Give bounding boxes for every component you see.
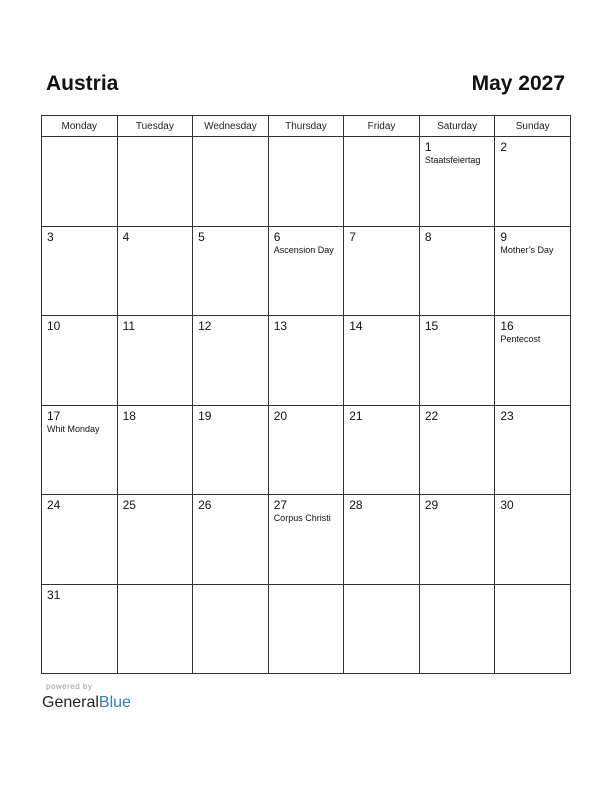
calendar-day-cell xyxy=(268,316,344,406)
day-number xyxy=(193,137,268,140)
calendar-day-cell xyxy=(193,405,269,495)
calendar-day-cell xyxy=(344,316,420,406)
calendar-body xyxy=(42,137,571,674)
day-number: 6 xyxy=(273,229,281,244)
day-number: 5 xyxy=(198,229,205,244)
holiday-label: Mother’s Day xyxy=(500,244,554,255)
calendar-day-cell xyxy=(193,137,269,227)
calendar-week-row xyxy=(42,137,571,227)
calendar-day-cell xyxy=(495,226,571,316)
calendar-day-cell xyxy=(193,226,269,316)
holiday-label: Staatsfeiertag xyxy=(424,155,481,165)
day-number: 23 xyxy=(500,408,514,423)
day-number: 19 xyxy=(198,408,212,423)
day-number: 2 xyxy=(500,140,508,154)
calendar-week-row xyxy=(42,495,571,585)
weekday-header-wednesday: Wednesday xyxy=(193,116,269,137)
calendar-day-cell xyxy=(419,405,495,495)
day-number: 7 xyxy=(349,229,356,244)
weekday-header-sunday: Sunday xyxy=(495,116,571,137)
calendar-day-cell xyxy=(344,405,420,495)
calendar-day-cell xyxy=(344,495,420,585)
calendar-day-cell xyxy=(117,137,193,227)
day-number: 30 xyxy=(500,498,514,512)
calendar-day-cell xyxy=(42,584,118,674)
weekday-header-row xyxy=(42,116,571,137)
holiday-label: Corpus Christi xyxy=(273,513,331,523)
brand-blue-text: Blue xyxy=(98,694,131,711)
calendar-day-cell xyxy=(419,584,495,674)
calendar-day-cell xyxy=(495,584,571,674)
day-number xyxy=(344,585,419,588)
calendar-day-cell xyxy=(268,137,344,227)
day-number: 28 xyxy=(349,498,363,512)
calendar-day-cell xyxy=(268,584,344,674)
day-number: 26 xyxy=(198,498,212,512)
day-number: 4 xyxy=(122,229,130,244)
calendar-day-cell xyxy=(268,405,344,495)
day-number: 18 xyxy=(122,408,136,423)
day-number: 16 xyxy=(500,319,514,333)
brand-general-text: General xyxy=(42,694,99,711)
calendar-week-row xyxy=(42,584,571,674)
day-number: 3 xyxy=(47,229,54,244)
calendar-grid xyxy=(41,115,571,674)
day-number: 17 xyxy=(47,408,61,423)
day-number: 8 xyxy=(424,229,432,244)
day-number: 27 xyxy=(273,498,288,512)
calendar-week-row xyxy=(42,316,571,406)
day-number: 31 xyxy=(47,587,61,602)
day-number xyxy=(193,585,268,588)
day-number: 29 xyxy=(424,498,439,512)
calendar-week-row xyxy=(42,226,571,316)
day-number: 15 xyxy=(424,319,439,333)
day-number: 21 xyxy=(349,408,363,423)
day-number: 10 xyxy=(47,319,61,333)
calendar-week-row xyxy=(42,405,571,495)
weekday-header-monday: Monday xyxy=(42,116,118,137)
calendar-month-title: May 2027 xyxy=(471,72,565,95)
calendar-day-cell xyxy=(419,137,495,227)
calendar-day-cell xyxy=(117,226,193,316)
calendar-day-cell xyxy=(193,316,269,406)
calendar-day-cell xyxy=(268,226,344,316)
day-number: 11 xyxy=(122,319,136,333)
holiday-label: Pentecost xyxy=(500,334,541,344)
weekday-header-thursday: Thursday xyxy=(268,116,344,137)
day-number xyxy=(269,137,344,140)
weekday-header-tuesday: Tuesday xyxy=(117,116,193,137)
day-number: 24 xyxy=(47,498,61,512)
day-number xyxy=(42,137,117,140)
calendar-day-cell xyxy=(495,316,571,406)
day-number: 9 xyxy=(500,229,508,244)
calendar-day-cell xyxy=(344,226,420,316)
calendar-day-cell xyxy=(495,405,571,495)
powered-by-label: powered by xyxy=(46,682,93,691)
day-number xyxy=(118,585,193,588)
holiday-label: Whit Monday xyxy=(47,423,100,434)
calendar-day-cell xyxy=(344,137,420,227)
calendar-day-cell xyxy=(193,584,269,674)
day-number: 12 xyxy=(198,319,212,333)
calendar-day-cell xyxy=(117,495,193,585)
day-number xyxy=(495,585,570,588)
day-number: 20 xyxy=(273,408,288,423)
calendar-day-cell xyxy=(117,584,193,674)
holiday-label: Ascension Day xyxy=(273,244,334,255)
day-number: 13 xyxy=(273,319,288,333)
day-number: 25 xyxy=(122,498,136,512)
calendar-country-title: Austria xyxy=(46,72,119,95)
calendar-day-cell xyxy=(117,405,193,495)
calendar-day-cell xyxy=(42,316,118,406)
day-number: 14 xyxy=(349,319,363,333)
day-number xyxy=(269,585,344,588)
calendar-day-cell xyxy=(193,495,269,585)
calendar-day-cell xyxy=(42,226,118,316)
day-number xyxy=(118,137,193,140)
calendar-day-cell xyxy=(268,495,344,585)
day-number: 22 xyxy=(424,408,439,423)
weekday-header-saturday: Saturday xyxy=(419,116,495,137)
calendar-day-cell xyxy=(42,137,118,227)
calendar-day-cell xyxy=(495,495,571,585)
calendar-day-cell xyxy=(344,584,420,674)
calendar-day-cell xyxy=(42,405,118,495)
calendar-day-cell xyxy=(419,316,495,406)
calendar-day-cell xyxy=(419,226,495,316)
calendar-day-cell xyxy=(419,495,495,585)
calendar-day-cell xyxy=(117,316,193,406)
day-number xyxy=(344,137,419,140)
calendar-day-cell xyxy=(42,495,118,585)
calendar-day-cell xyxy=(495,137,571,227)
day-number: 1 xyxy=(424,140,432,154)
weekday-header-friday: Friday xyxy=(344,116,420,137)
generalblue-logo[interactable] xyxy=(42,693,131,713)
day-number xyxy=(420,585,495,588)
